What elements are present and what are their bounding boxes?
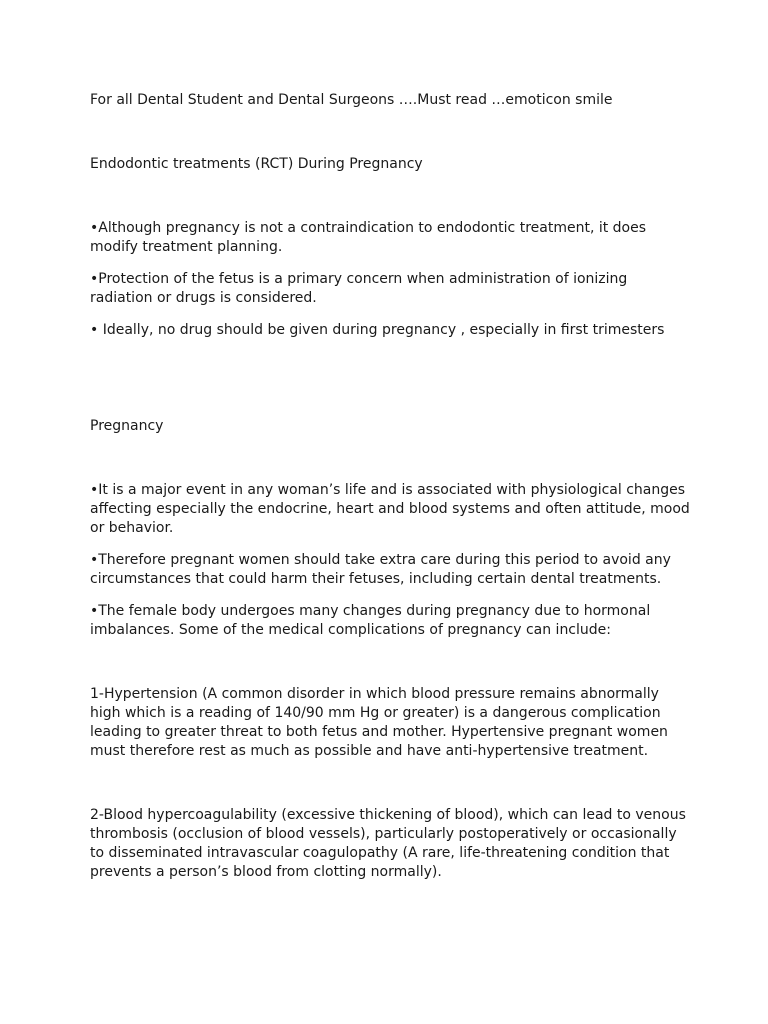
intro-line: For all Dental Student and Dental Surgeons ….Must read …emoticon smile: [90, 92, 613, 108]
complication-hypercoagulability: 2-Blood hypercoagulability (excessive thickening of blood), which can lead to venous thrombosis (occlusion of blood vessels), particularly postoperatively or occasionally to disseminated intravascular coagulopathy (A rare, life-threatening condition that prevents a person’s blood from clotting normally).: [90, 807, 686, 880]
pregnancy-bullet-3: •The female body undergoes many changes during pregnancy due to hormonal imbalances. Some of the medical complications of pregnancy can include:: [90, 603, 651, 638]
rct-bullet-3: • Ideally, no drug should be given during pregnancy , especially in first trimesters: [90, 322, 665, 338]
rct-bullet-1: •Although pregnancy is not a contraindication to endodontic treatment, it does modify treatment planning.: [90, 220, 647, 255]
section-heading-rct: Endodontic treatments (RCT) During Pregnancy: [90, 156, 423, 172]
section-heading-pregnancy: Pregnancy: [90, 418, 164, 434]
pregnancy-bullet-1: •It is a major event in any woman’s life and is associated with physiological changes affecting especially the endocrine, heart and blood systems and often attitude, mood or behavior.: [90, 482, 690, 536]
rct-bullet-2: •Protection of the fetus is a primary concern when administration of ionizing radiation or drugs is considered.: [90, 271, 628, 306]
complication-hypertension: 1-Hypertension (A common disorder in which blood pressure remains abnormally high which is a reading of 140/90 mm Hg or greater) is a dangerous complication leading to greater threat to both fetus and mother. Hypertensive pregnant women must therefore rest as much as possible and have anti-hypertensive treatment.: [90, 686, 668, 759]
pregnancy-bullet-2: •Therefore pregnant women should take extra care during this period to avoid any circumstances that could harm their fetuses, including certain dental treatments.: [90, 552, 671, 587]
